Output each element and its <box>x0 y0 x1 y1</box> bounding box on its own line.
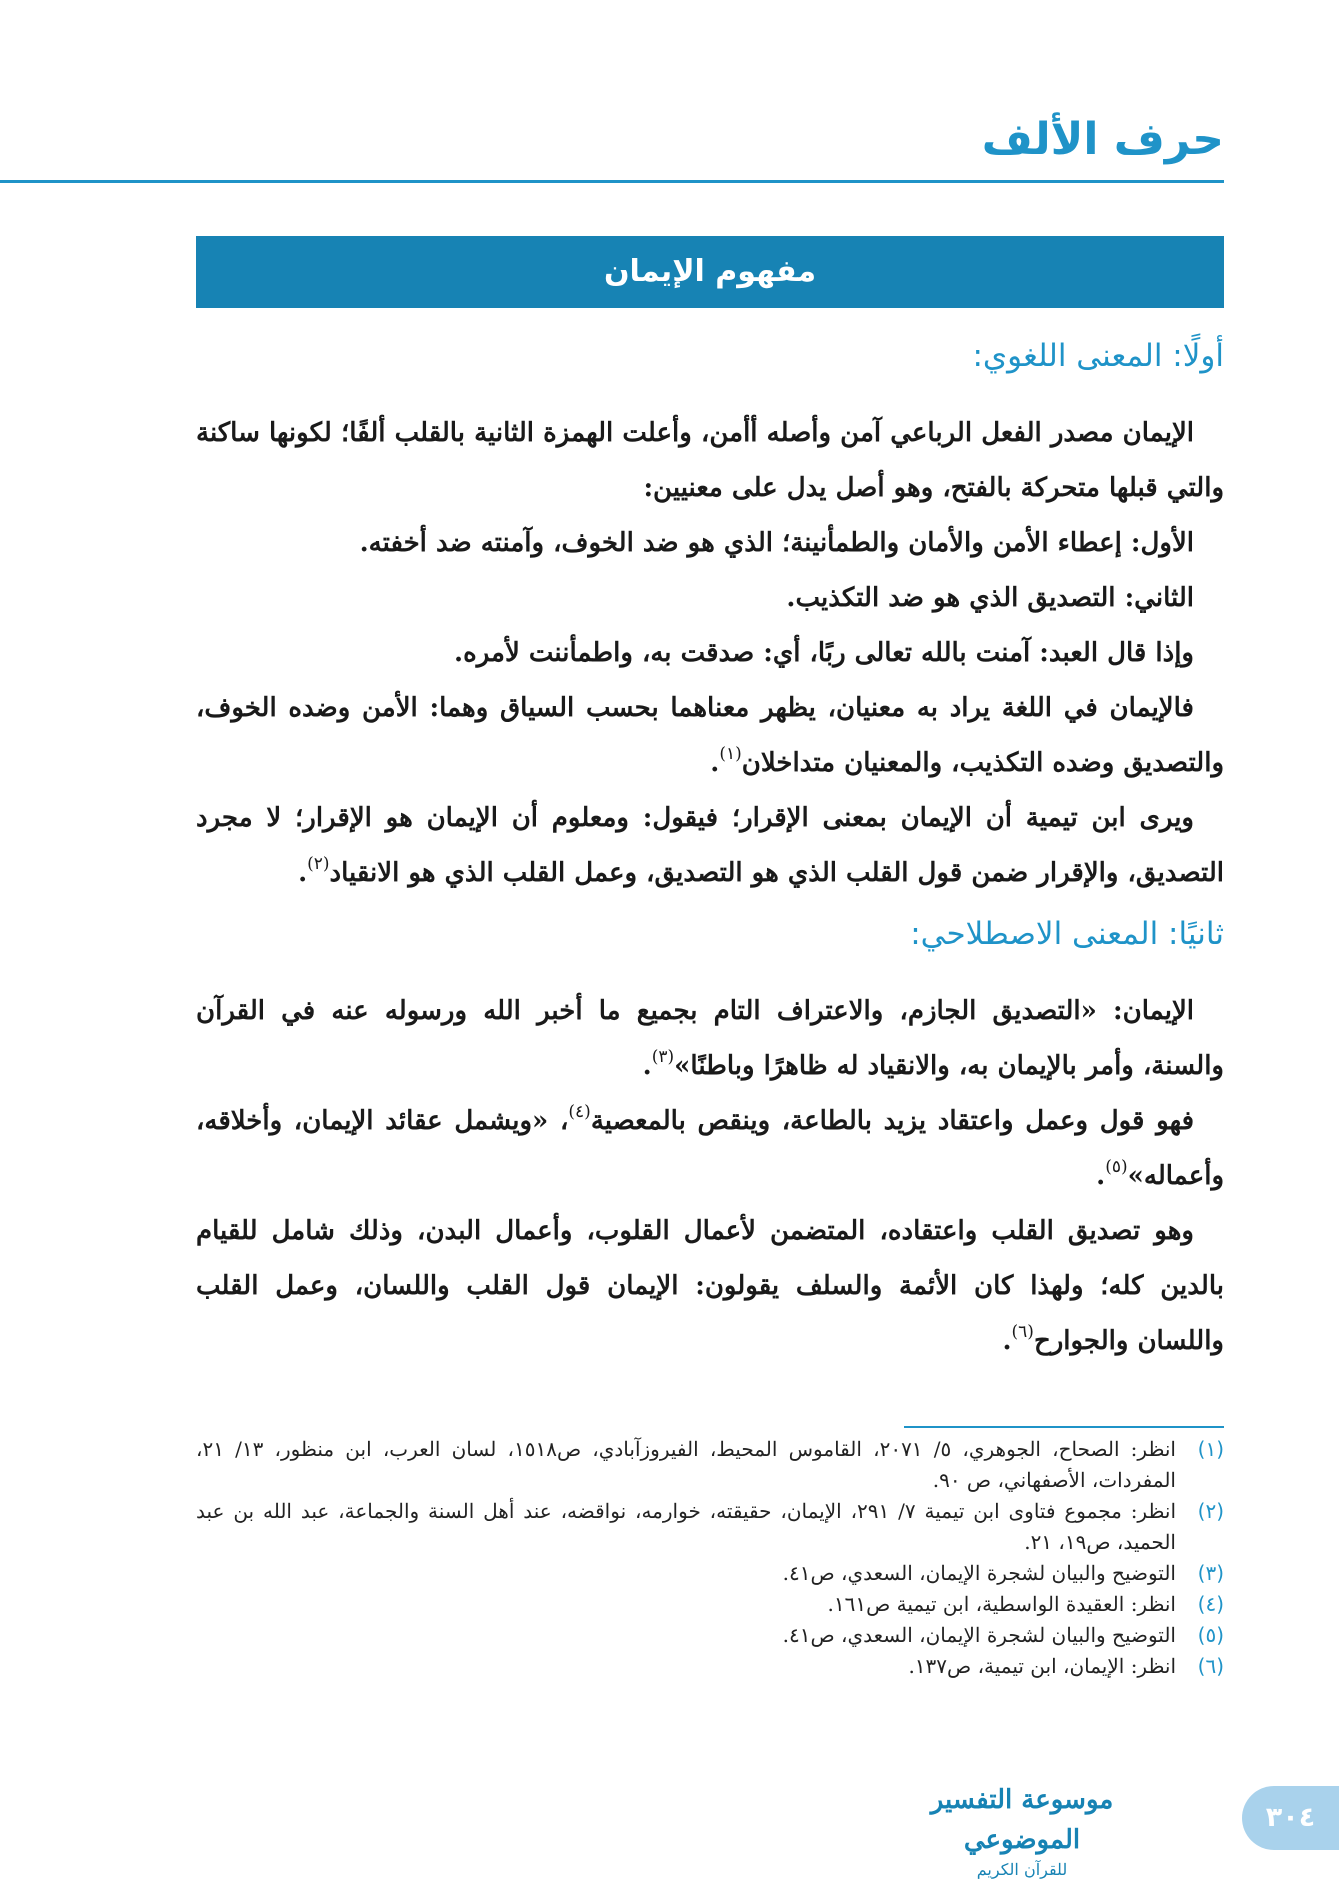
lexical-paragraph-3: الثاني: التصديق الذي هو ضد التكذيب. <box>786 583 1194 613</box>
footnote-item <box>196 1651 1224 1682</box>
footnote-ref-1[interactable]: (١) <box>719 744 742 764</box>
footnote-text: انظر: الإيمان، ابن تيمية، ص١٣٧. <box>908 1654 1176 1678</box>
chapter-title: حرف الألف <box>981 114 1224 165</box>
lexical-paragraph-6-text: ويرى ابن تيمية أن الإيمان بمعنى الإقرار؛ فيقول: ومعلوم أن الإيمان هو الإقرار؛ لا مجرد التصديق، والإقرار ضمن قول القلب الذي هو التصديق، وعمل القلب الذي هو الانقياد <box>196 803 1224 888</box>
footnote-item <box>196 1434 1224 1496</box>
technical-paragraph-2b-text: ، «ويشمل عقائد الإيمان، وأخلاقه، وأعماله» <box>196 1106 1224 1191</box>
technical-paragraph-1: الإيمان: «التصديق الجازم، والاعتراف التام بجميع ما أخبر الله ورسوله عنه في القرآن والسنة، وأمر بالإيمان به، والانقياد له ظاهرًا وباطنًا»$^{(٣)}$. <box>196 996 1224 1081</box>
footnotes-list <box>196 1434 1224 1682</box>
footnote-number: (٣) <box>1197 1561 1224 1585</box>
page-number: ٣٠٤ <box>1265 1802 1316 1833</box>
lexical-paragraph-5-text: فالإيمان في اللغة يراد به معنيان، يظهر معناهما بحسب السياق وهما: الأمن وضده الخوف، والتصديق وضده التكذيب، والمعنيان متداخلان <box>196 693 1224 778</box>
footnote-number: (٥) <box>1197 1623 1224 1647</box>
section-title-bar <box>196 236 1224 308</box>
footnote-number: (٤) <box>1197 1592 1224 1616</box>
encyclopedia-logo <box>904 1780 1140 1879</box>
header-divider <box>0 180 1224 183</box>
footnote-number: (١) <box>1197 1437 1224 1461</box>
technical-paragraph-1-text: الإيمان: «التصديق الجازم، والاعتراف التام بجميع ما أخبر الله ورسوله عنه في القرآن والسنة، وأمر بالإيمان به، والانقياد له ظاهرًا وباطنًا» <box>196 996 1224 1081</box>
footnote-number: (٦) <box>1197 1654 1224 1678</box>
footnote-ref-4[interactable]: (٤) <box>568 1102 591 1122</box>
technical-paragraph-2a-text: فهو قول وعمل واعتقاد يزيد بالطاعة، وينقص بالمعصية <box>590 1106 1194 1136</box>
section-title: مفهوم الإيمان <box>603 254 817 289</box>
lexical-heading: أولًا: المعنى اللغوي: <box>972 338 1224 374</box>
footnote-ref-2[interactable]: (٢) <box>307 854 330 874</box>
footnote-item <box>196 1620 1224 1651</box>
lexical-paragraph-4: وإذا قال العبد: آمنت بالله تعالى ربًا، أي: صدقت به، واطمأننت لأمره. <box>454 638 1194 668</box>
footnotes-divider <box>904 1426 1224 1428</box>
footnote-text: التوضيح والبيان لشجرة الإيمان، السعدي، ص٤١. <box>782 1561 1176 1585</box>
footnote-ref-5[interactable]: (٥) <box>1105 1157 1128 1177</box>
technical-paragraph-3: وهو تصديق القلب واعتقاده، المتضمن لأعمال القلوب، وأعمال البدن، وذلك شامل للقيام بالدين كله؛ ولهذا كان الأئمة والسلف يقولون: الإيمان قول القلب واللسان، وعمل القلب واللسان والجوارح$^{(٦)}$. <box>196 1216 1224 1356</box>
footnote-item <box>196 1496 1224 1558</box>
page-number-tab <box>1242 1786 1339 1850</box>
footnote-text: التوضيح والبيان لشجرة الإيمان، السعدي، ص٤١. <box>782 1623 1176 1647</box>
lexical-paragraph-6: ويرى ابن تيمية أن الإيمان بمعنى الإقرار؛ فيقول: ومعلوم أن الإيمان هو الإقرار؛ لا مجرد التصديق، والإقرار ضمن قول القلب الذي هو التصديق، وعمل القلب الذي هو الانقياد$^{(٢)}$. <box>196 803 1224 888</box>
technical-heading: ثانيًا: المعنى الاصطلاحي: <box>910 916 1224 952</box>
lexical-paragraph-2: الأول: إعطاء الأمن والأمان والطمأنينة؛ الذي هو ضد الخوف، وآمنته ضد أخفته. <box>359 528 1194 558</box>
footnote-text: انظر: العقيدة الواسطية، ابن تيمية ص١٦١. <box>827 1592 1176 1616</box>
footnote-text: انظر: الصحاح، الجوهري، ٥/ ٢٠٧١، القاموس المحيط، الفيروزآبادي، ص١٥١٨، لسان العرب، ابن منظور، ١٣/ ٢١، المفردات، الأصفهاني، ص ٩٠. <box>196 1437 1176 1492</box>
footnote-ref-6[interactable]: (٦) <box>1011 1322 1034 1342</box>
footnote-number: (٢) <box>1197 1499 1224 1523</box>
lexical-paragraph-5: فالإيمان في اللغة يراد به معنيان، يظهر معناهما بحسب السياق وهما: الأمن وضده الخوف، والتصديق وضده التكذيب، والمعنيان متداخلان$^{(١)}$. <box>196 693 1224 778</box>
footnote-item <box>196 1589 1224 1620</box>
footnote-ref-3[interactable]: (٣) <box>651 1047 675 1067</box>
logo-main-text: موسوعة التفسير الموضوعي <box>930 1785 1114 1855</box>
lexical-paragraph-1: الإيمان مصدر الفعل الرباعي آمن وأصله أأمن، وأعلت الهمزة الثانية بالقلب ألفًا؛ لكونها ساكنة والتي قبلها متحركة بالفتح، وهو أصل يدل على معنيين: <box>196 418 1224 503</box>
logo-sub-text: للقرآن الكريم <box>976 1860 1068 1879</box>
footnote-item <box>196 1558 1224 1589</box>
footnote-text: انظر: مجموع فتاوى ابن تيمية ٧/ ٢٩١، الإيمان، حقيقته، خوارمه، نواقضه، عند أهل السنة والجماعة، عبد الله بن عبد الحميد، ص١٩، ٢١. <box>196 1499 1176 1554</box>
technical-paragraph-2: فهو قول وعمل واعتقاد يزيد بالطاعة، وينقص بالمعصية$^{(٤)}$، «ويشمل عقائد الإيمان، وأخلاقه، وأعماله»$^{(٥)}$. <box>196 1102 1224 1191</box>
technical-paragraph-3-text: وهو تصديق القلب واعتقاده، المتضمن لأعمال القلوب، وأعمال البدن، وذلك شامل للقيام بالدين كله؛ ولهذا كان الأئمة والسلف يقولون: الإيمان قول القلب واللسان، وعمل القلب واللسان والجوارح <box>196 1216 1224 1356</box>
